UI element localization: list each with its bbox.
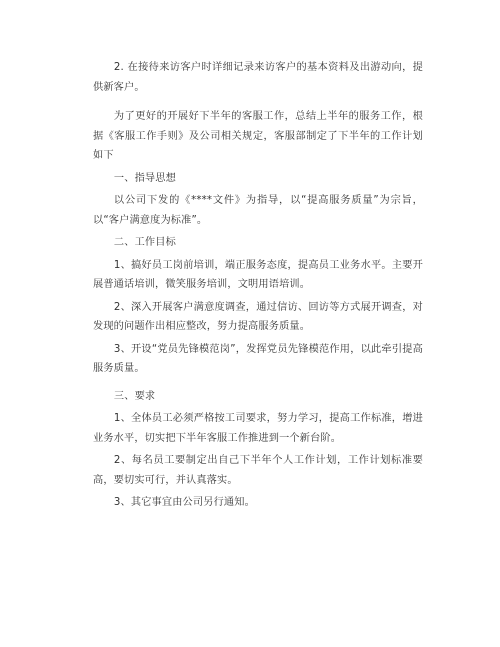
section-heading-requirements: 三、要求 — [113, 390, 156, 402]
paragraph-new-client-record: 2. 在接待来访客户时详细记录来访客户的基本资料及出游动向，提供新客户。 — [93, 62, 423, 93]
section-heading-guiding-ideology: 一、指导思想 — [113, 172, 176, 184]
paragraph-requirement-1: 1、全体员工必须严格按工司要求，努力学习，提高工作标准，增进业务水平，切实把下半年客服工作推进到一个新台阶。 — [93, 413, 423, 444]
section-heading-work-goals: 二、工作目标 — [113, 237, 176, 248]
paragraph-goal-1: 1、搞好员工岗前培训，端正服务态度，提高员工业务水平。主要开展普通话培训，微笑服务培训，文明用语培训。 — [93, 259, 423, 290]
paragraph-goal-2: 2、深入开展客户满意度调查，通过信访、回访等方式展开调查，对发现的问题作出相应整改，努力提高服务质量。 — [93, 301, 423, 332]
paragraph-requirement-3: 3、其它事宜由公司另行通知。 — [113, 497, 255, 508]
paragraph-intro: 为了更好的开展好下半年的客服工作，总结上半年的服务工作，根据《客服工作手则》及公司相关规定，客服部制定了下半年的工作计划如下 — [93, 111, 423, 161]
paragraph-guiding-ideology: 以公司下发的《****文件》为指导，以“提高服务质量”为宗旨，以“客户满意度为标准”。 — [93, 195, 423, 226]
paragraph-requirement-2: 2、每名员工要制定出自己下半年个人工作计划，工作计划标准要高，要切实可行，并认真落实。 — [93, 455, 423, 486]
paragraph-goal-3: 3、开设“党员先锋模范岗”，发挥党员先锋模范作用，以此牵引提高服务质量。 — [93, 343, 423, 374]
document-body — [93, 58, 423, 513]
